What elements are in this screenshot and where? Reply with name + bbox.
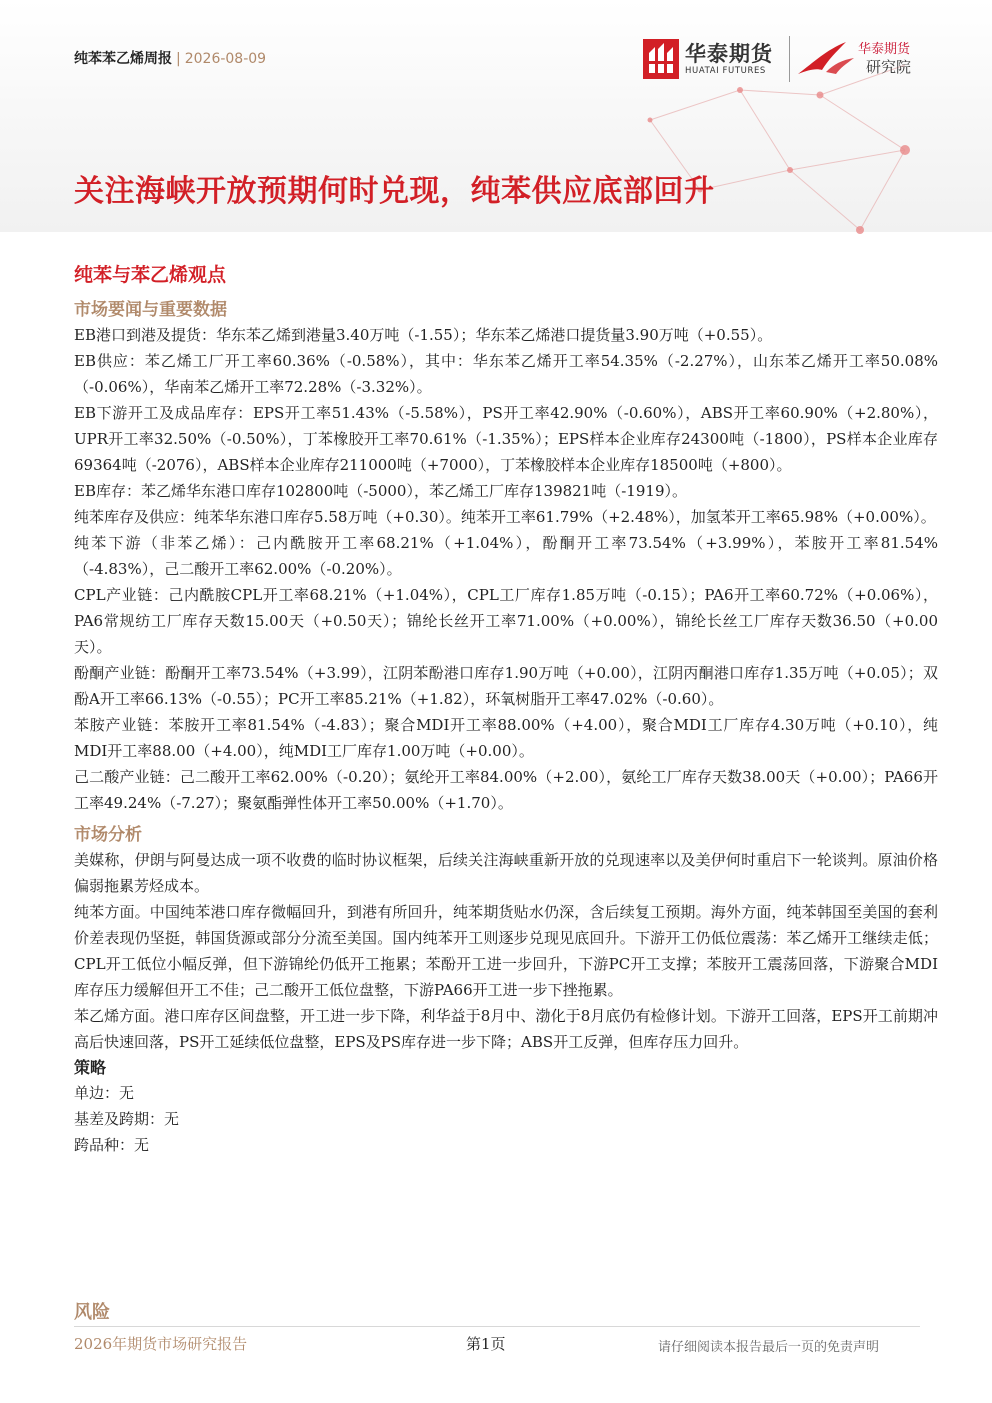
news-paragraph: 纯苯库存及供应：纯苯华东港口库存5.58万吨（+0.30）。纯苯开工率61.79%（+2.48%），加氢苯开工率65.98%（+0.00%）。 xyxy=(74,508,936,526)
news-paragraph: EB港口到港及提货：华东苯乙烯到港量3.40万吨（-1.55）；华东苯乙烯港口提货量3.90万吨（+0.55）。 xyxy=(74,326,773,344)
news-paragraph: EB库存：苯乙烯华东港口库存102800吨（-5000），苯乙烯工厂库存139821吨（-1919）。 xyxy=(74,482,687,500)
analysis-paragraph: 苯乙烯方面。港口库存区间盘整，开工进一步下降，利华益于8月中、渤化于8月底仍有检修计划。下游开工回落，EPS开工前期冲高后快速回落，PS开工延续低位盘整，EPS及PS库存进一步下降；ABS开工反弹，但库存压力回升。 xyxy=(74,1007,938,1051)
footer-disclaimer-note: 请仔细阅读本报告最后一页的免责声明 xyxy=(658,1340,880,1355)
analysis-paragraph: 纯苯方面。中国纯苯港口库存微幅回升，到港有所回升，纯苯期货贴水仍深，含后续复工预期。海外方面，纯苯韩国至美国的套利价差表现仍坚挺，韩国货源或部分分流至美国。国内纯苯开工则逐步兑现见底回升。下游开工仍低位震荡：苯乙烯开工继续走低；CPL开工低位小幅反弹，但下游锦纶仍低开工拖累；苯酚开工进一步回升，下游PC开工支撑；苯胺开工震荡回落，下游聚合MDI库存压力缓解但开工不佳；己二酸开工低位盘整，下游PA66开工进一步下挫拖累。 xyxy=(74,903,938,999)
strategy-heading: 策略 xyxy=(74,1058,107,1077)
footer-report-name: 2026年期货市场研究报告 xyxy=(74,1335,248,1353)
header-separator: | xyxy=(176,51,181,67)
news-paragraph: 纯苯下游（非苯乙烯）：己内酰胺开工率68.21%（+1.04%），酚酮开工率73.54%（+3.99%），苯胺开工率81.54%（-4.83%），己二酸开工率62.00%（-0.20%）。 xyxy=(74,534,938,578)
logo-divider xyxy=(789,36,790,82)
news-paragraph: CPL产业链：己内酰胺CPL开工率68.21%（+1.04%），CPL工厂库存1.85万吨（-0.15）；PA6开工率60.72%（+0.06%），PA6常规纺工厂库存天数15.00天（+0.50天）；锦纶长丝开工率71.00%（+0.00%），锦纶长丝工厂库存天数36.50（+0.00天）。 xyxy=(74,586,938,656)
report-date: 2026-08-09 xyxy=(184,51,267,67)
huatai-logo-icon xyxy=(643,39,679,79)
news-paragraph: 酚酮产业链：酚酮开工率73.54%（+3.99），江阴苯酚港口库存1.90万吨（+0.00），江阴丙酮港口库存1.35万吨（+0.05）；双酚A开工率66.13%（-0.55）；PC开工率85.21%（+1.82），环氧树脂开工率47.02%（-0.60）。 xyxy=(74,664,938,708)
section-title: 纯苯与苯乙烯观点 xyxy=(74,264,227,286)
market-analysis-heading: 市场分析 xyxy=(74,825,142,845)
institute-swoosh-icon xyxy=(796,38,856,80)
strategy-line: 单边：无 xyxy=(74,1084,135,1102)
strategy-line: 基差及跨期：无 xyxy=(74,1110,180,1128)
analysis-paragraph: 美媒称，伊朗与阿曼达成一项不收费的临时协议框架，后续关注海峡重新开放的兑现速率以及美伊何时重启下一轮谈判。原油价格偏弱拖累芳烃成本。 xyxy=(74,851,938,895)
header-report-title xyxy=(74,48,266,68)
institute-line1: 华泰期货 xyxy=(858,42,911,57)
page-title: 关注海峡开放预期何时兑现，纯苯供应底部回升 xyxy=(74,174,715,209)
logo-chinese-name: 华泰期货 xyxy=(685,42,773,66)
report-body xyxy=(74,250,938,1158)
logo-english-name: HUATAI FUTURES xyxy=(685,66,766,76)
risk-heading: 风险 xyxy=(74,1302,110,1323)
strategy-line: 跨品种：无 xyxy=(74,1136,150,1154)
news-paragraph: EB供应：苯乙烯工厂开工率60.36%（-0.58%），其中：华东苯乙烯开工率54.35%（-2.27%），山东苯乙烯开工率50.08%（-0.06%），华南苯乙烯开工率72.28%（-3.32%）。 xyxy=(74,352,938,396)
market-news-heading: 市场要闻与重要数据 xyxy=(74,300,227,320)
page-number: 第1页 xyxy=(466,1335,506,1353)
huatai-futures-logo xyxy=(643,38,783,80)
news-paragraph: 苯胺产业链：苯胺开工率81.54%（-4.83）；聚合MDI开工率88.00%（+4.00），聚合MDI工厂库存4.30万吨（+0.10），纯MDI开工率88.00（+4.00），纯MDI工厂库存1.00万吨（+0.00）。 xyxy=(74,716,938,760)
research-institute-logo xyxy=(796,36,926,82)
institute-line2: 研究院 xyxy=(866,58,912,76)
report-name: 纯苯苯乙烯周报 xyxy=(74,51,172,67)
news-paragraph: 己二酸产业链：己二酸开工率62.00%（-0.20）；氨纶开工率84.00%（+2.00），氨纶工厂库存天数38.00天（+0.00）；PA66开工率49.24%（-7.27）；聚氨酯弹性体开工率50.00%（+1.70）。 xyxy=(74,768,938,812)
footer-divider xyxy=(74,1326,920,1327)
news-paragraph: EB下游开工及成品库存：EPS开工率51.43%（-5.58%），PS开工率42.90%（-0.60%），ABS开工率60.90%（+2.80%），UPR开工率32.50%（-0.50%），丁苯橡胶开工率70.61%（-1.35%）；EPS样本企业库存24300吨（-1800），PS样本企业库存69364吨（-2076），ABS样本企业库存211000吨（+7000），丁苯橡胶样本企业库存18500吨（+800）。 xyxy=(74,404,938,474)
